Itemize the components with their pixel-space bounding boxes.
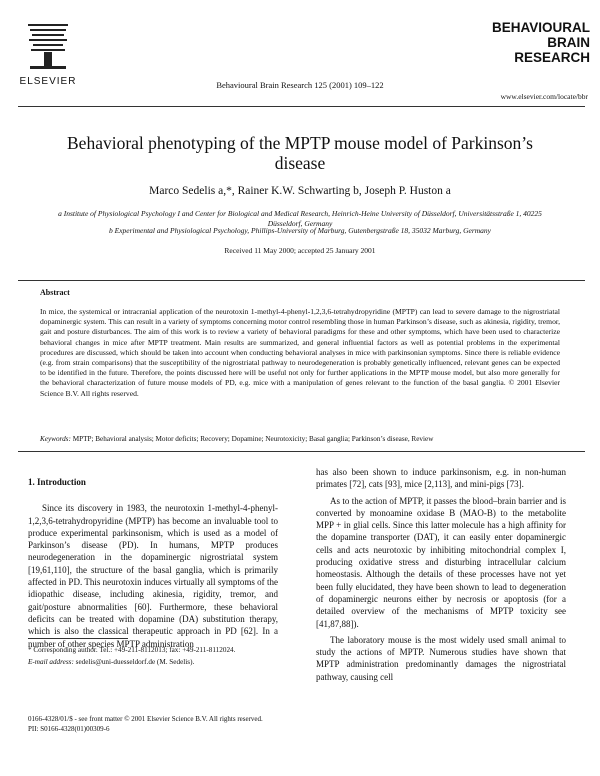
elsevier-tree-icon bbox=[24, 20, 72, 72]
email-address[interactable]: sedelis@uni-duesseldorf.de (M. Sedelis). bbox=[75, 658, 195, 666]
email-label: E-mail address: bbox=[28, 658, 74, 666]
corresponding-author: * Corresponding author. Tel.: +49-211-8112013; fax: +49-211-8112024. bbox=[28, 646, 236, 654]
journal-reference: Behavioural Brain Research 125 (2001) 109–122 bbox=[216, 80, 384, 90]
keywords bbox=[40, 435, 560, 443]
pii-line: PII: S0166-4328(01)00309-6 bbox=[28, 725, 110, 733]
abstract-heading: Abstract bbox=[40, 288, 70, 297]
intro-heading: 1. Introduction bbox=[28, 477, 86, 487]
keywords-list: MPTP; Behavioral analysis; Motor deficits; Recovery; Dopamine; Neurotoxicity; Basal ganglia; Parkinson’s disease, Review bbox=[72, 435, 434, 443]
journal-brand-line-1: BEHAVIOURAL bbox=[491, 20, 590, 35]
intro-paragraph-3: As to the action of MPTP, it passes the blood–brain barrier and is converted by monoamine oxidase B (MAO-B) to the metabolite MPP + in glial cells. Since this latter molecule has a high affinity for the dopamine transporter (DAT), it can easily enter dopaminergic cells and acts neurotoxic by inhibiting mitochondrial complex I, producing oxidative stress and disturbing intracellular calcium homeostasis. Although the details of these processes have not yet been fully elucidated, they have been shown to lead to degeneration of dopaminergic neurons either by necrosis or apoptosis (for a detailed overview of the mechanisms of MPTP toxicity see [41,87,88]). bbox=[316, 495, 566, 629]
intro-paragraph-4: The laboratory mouse is the most widely used small animal to study the actions of MPTP. Numerous studies have shown that MPTP administration predominantly damages the nigrostriatal pathway, causing cell bbox=[316, 634, 566, 682]
abstract-text: In mice, the systemical or intracranial application of the neurotoxin 1-methyl-4-phenyl-1,2,3,6-tetrahydropyridine (MPTP) can lead to severe damage to the nigrostriatal dopaminergic system. This can result in a variety of symptoms concerning motor control resembling those in human Parkinson’s disease, such as akinesia, rigidity, tremor, gait and posture disturbances. The aim of this work is to review a variety of behavioral paradigms for these and other symptoms, which have been used to characterize behavioral changes in mice after MPTP treatment. Main results are summarized, and general influential factors as well as potential problems in the experimental procedures are discussed, which should be taken into account when conducting behavioral analyses in mice with parkinsonian symptoms. Since there is reliable evidence (e.g. from strain comparisons) that the susceptibility of the nigrostriatal pathway to neurodegeneration is probably genetically influenced, relevant genes can be expected to be identified in the future. Therefore, the points discussed here will be useful not only for further applications in the MPTP mouse model, but also more generally for the behavioral characterization of future mouse models of PD, e.g. mice with a manipulation of genes relevant to the function of the basal ganglia. © 2001 Elsevier Science B.V. All rights reserved. bbox=[40, 307, 560, 398]
received-dates: Received 11 May 2000; accepted 25 January 2001 bbox=[224, 246, 376, 255]
elsevier-logo bbox=[18, 20, 78, 92]
author-list: Marco Sedelis a,*, Rainer K.W. Schwarting b, Joseph P. Huston a bbox=[149, 185, 451, 197]
abstract-top-divider bbox=[18, 280, 585, 281]
page-footer bbox=[28, 714, 428, 734]
publisher-name: ELSEVIER bbox=[19, 76, 77, 87]
journal-brand-line-3: RESEARCH bbox=[514, 50, 590, 65]
keywords-label: Keywords: bbox=[40, 435, 71, 443]
affiliation-a: a Institute of Physiological Psychology I and Center for Biological and Medical Research, Heinrich-Heine University of Düsseldorf, Universitätsstraße 1, 40225 Düsseldorf, Germany bbox=[58, 209, 542, 228]
journal-url[interactable]: www.elsevier.com/locate/bbr bbox=[500, 92, 588, 101]
journal-brand-line-2: BRAIN bbox=[547, 35, 590, 50]
intro-paragraph-1: Since its discovery in 1983, the neurotoxin 1-methyl-4-phenyl-1,2,3,6-tetrahydropyridine (MPTP) has become an invaluable tool to produce experimental parkinsonism, which is used as a model of Parkinson’s disease (PD). In humans, MPTP produces neurodegeneration in the dopaminergic nigrostriatal system [19,61,110], the structure of the basal ganglia, which is primarily affected in PD. This neurotoxin induces virtually all symptoms of the idiopathic disease, including akinesia, rigidity, tremor, and gait/posture abnormalities [60]. Furthermore, these behavioral deficits can be treated with dopamine (DA) substitution therapy, which is also the classical therapeutic approach in PD [62]. In a number of other species MPTP administration bbox=[28, 503, 278, 649]
left-column bbox=[28, 476, 278, 650]
footnotes bbox=[28, 645, 278, 667]
copyright-line: 0166-4328/01/$ - see front matter © 2001 Elsevier Science B.V. All rights reserved. bbox=[28, 715, 263, 723]
abstract-bottom-divider bbox=[18, 451, 585, 452]
header-divider bbox=[18, 106, 585, 107]
right-column bbox=[316, 466, 566, 683]
intro-paragraph-2: has also been shown to induce parkinsonism, e.g. in non-human primates [72], cats [93], mice [2,113], and mini-pigs [73]. bbox=[316, 467, 566, 490]
article-title: Behavioral phenotyping of the MPTP mouse model of Parkinson’s disease bbox=[67, 133, 533, 173]
journal-brand bbox=[440, 20, 590, 65]
affiliation-b: b Experimental and Physiological Psychology, Phillips-University of Marburg, Gutenbergstraße 18, 35032 Marburg, Germany bbox=[108, 226, 492, 235]
footnote-divider bbox=[28, 638, 128, 639]
email-line bbox=[28, 657, 278, 667]
